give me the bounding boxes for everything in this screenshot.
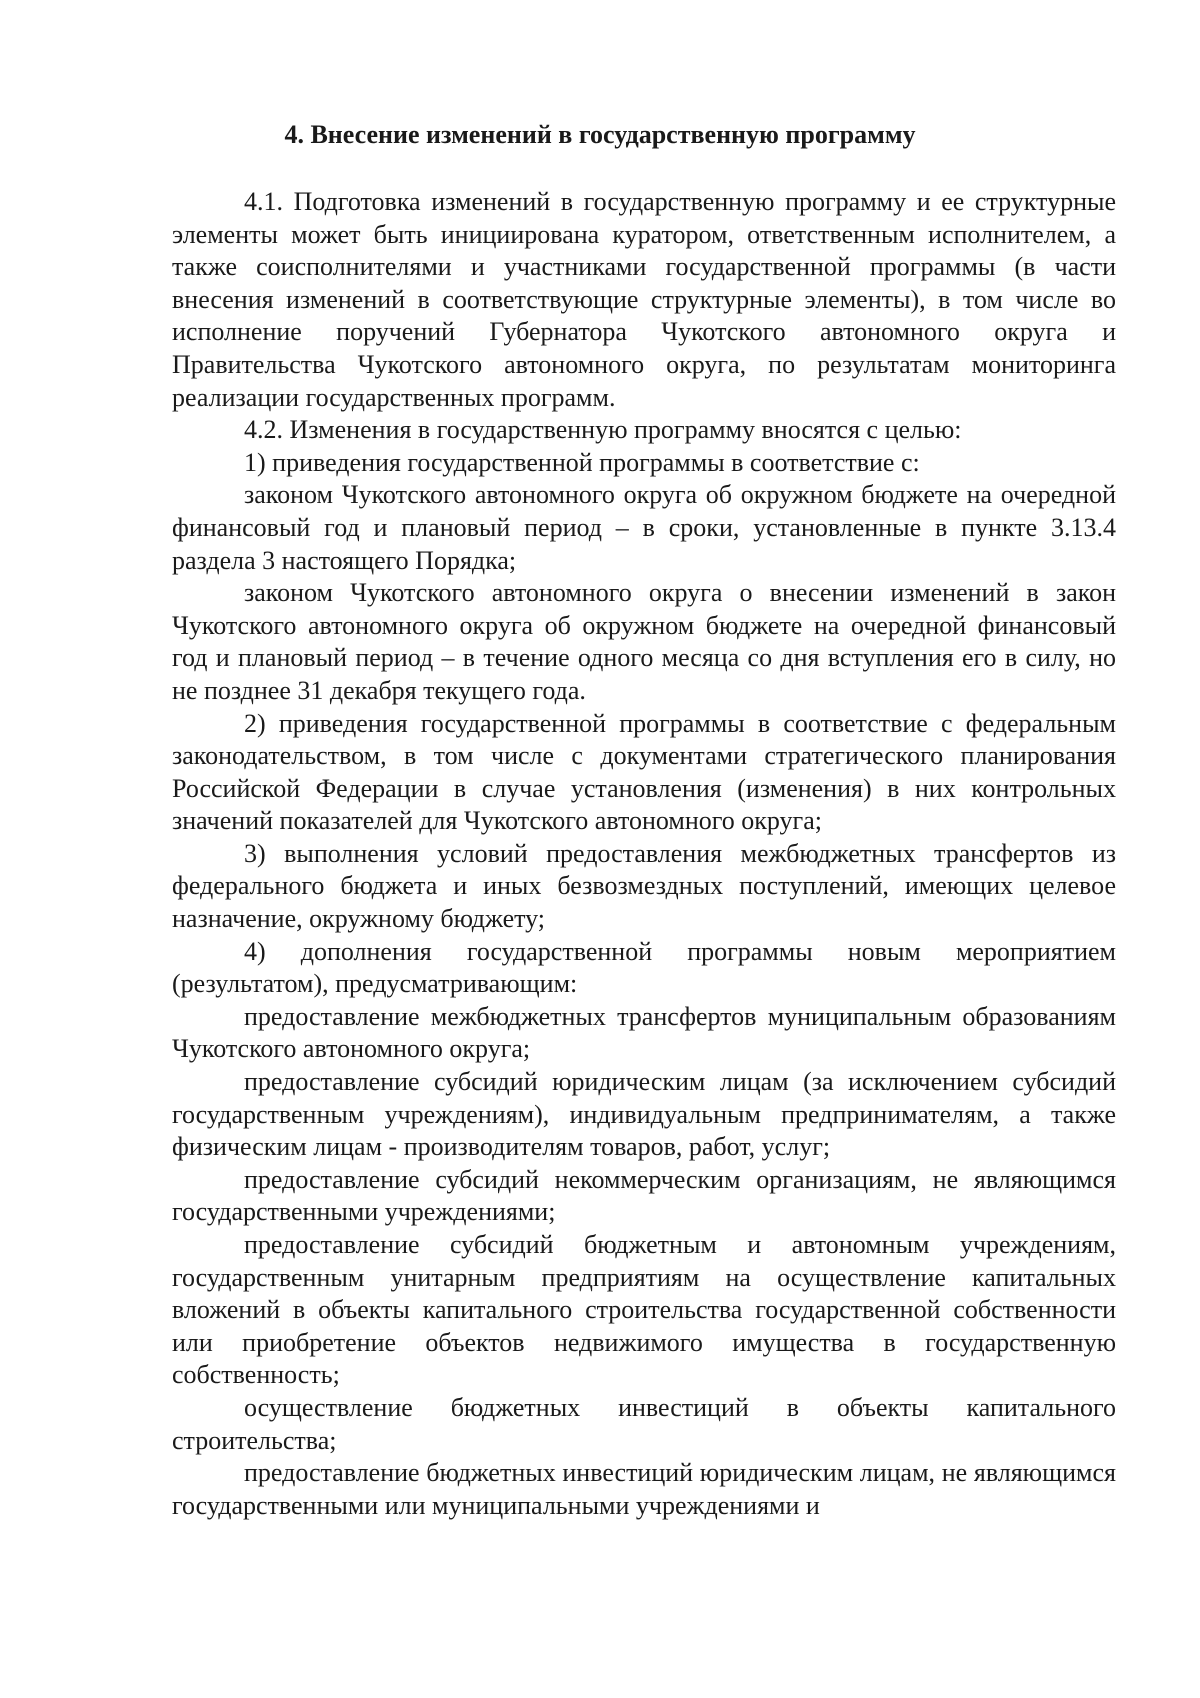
section-heading: 4. Внесение изменений в государственную программу — [284, 120, 916, 149]
list-item-4: 4) дополнения государственной программы новым мероприятием (результатом), предусматривающим: — [172, 936, 1116, 999]
list-subitem-subsidies-capital: предоставление субсидий бюджетным и автономным учреждениям, государственным унитарным предприятиям на осуществление капитальных вложений в объекты капитального строительства государственной собственности или приобретение объектов недвижимого имущества в государственную собственность; — [172, 1230, 1116, 1390]
paragraph-4-1: 4.1. Подготовка изменений в государственную программу и ее структурные элементы может быть инициирована куратором, ответственным исполнителем, а также соисполнителями и участниками государственной программы (в части внесения изменений в соответствующие структурные элементы), в том числе во исполнение поручений Губернатора Чукотского автономного округа и Правительства Чукотского автономного округа, по результатам мониторинга реализации государственных программ. — [172, 187, 1116, 412]
list-subitem-investments-legal: предоставление бюджетных инвестиций юридическим лицам, не являющимся государственными или муниципальными учреждениями и — [172, 1458, 1116, 1520]
list-subitem-transfers: предоставление межбюджетных трансфертов муниципальным образованиям Чукотского автономного округа; — [172, 1001, 1116, 1064]
list-item-1: 1) приведения государственной программы в соответствие с: — [244, 447, 920, 477]
list-subitem-investments-construction: осуществление бюджетных инвестиций в объекты капитального строительства; — [172, 1392, 1116, 1455]
document-body — [172, 186, 1116, 1522]
list-subitem-budget-amendment: законом Чукотского автономного округа о внесении изменений в закон Чукотского автономного округа об окружном бюджете на очередной финансовый год и плановый период – в течение одного месяца со дня вступления его в силу, но не позднее 31 декабря текущего года. — [172, 578, 1116, 705]
list-subitem-budget-law: законом Чукотского автономного округа об окружном бюджете на очередной финансовый год и плановый период – в сроки, установленные в пункте 3.13.4 раздела 3 настоящего Порядка; — [172, 480, 1116, 575]
list-item-2: 2) приведения государственной программы в соответствие с федеральным законодательством, в том числе с документами стратегического планирования Российской Федерации в случае установления (изменения) в них контрольных значений показателей для Чукотского автономного округа; — [172, 708, 1116, 836]
list-item-3: 3) выполнения условий предоставления межбюджетных трансфертов из федерального бюджета и иных безвозмездных поступлений, имеющих целевое назначение, окружному бюджету; — [172, 838, 1116, 934]
list-subitem-subsidies-legal: предоставление субсидий юридическим лицам (за исключением субсидий государственным учреждениям), индивидуальным предпринимателям, а также физическим лицам - производителям товаров, работ, услуг; — [172, 1067, 1116, 1162]
paragraph-4-2: 4.2. Изменения в государственную программу вносятся с целью: — [244, 415, 962, 445]
list-subitem-subsidies-nonprofit: предоставление субсидий некоммерческим организациям, не являющимся государственными учреждениями; — [172, 1164, 1116, 1227]
